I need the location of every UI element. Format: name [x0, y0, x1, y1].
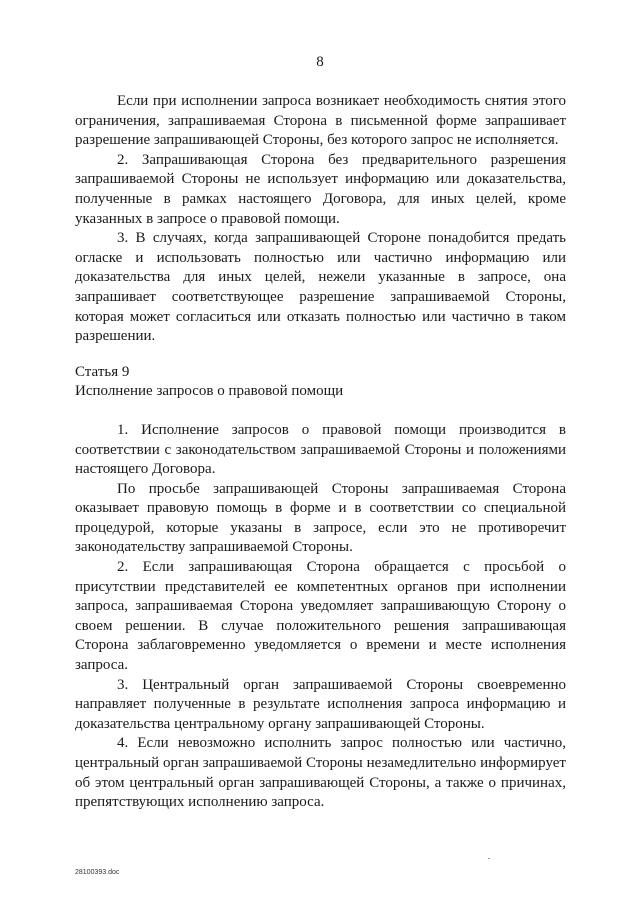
paragraph: 3. В случаях, когда запрашивающей Стороне понадобится предать огласке и использовать полностью или частично информацию или доказательства для иных целей, нежели указанные в запросе, она запрашивает соответствующее разрешение запрашиваемой Стороны, которая может согласиться или отказать полностью или частично в таком разрешении. — [75, 230, 566, 345]
footer-filename: 28100393.doc — [75, 869, 120, 876]
paragraph: 3. Центральный орган запрашиваемой Стороны своевременно направляет полученные в результате исполнения запроса информацию и доказательства центральному органу запрашивающей Стороны. — [75, 676, 566, 732]
page-number: 8 — [316, 54, 324, 70]
scan-mark — [488, 858, 490, 859]
article-number: Статья 9 — [75, 363, 130, 380]
document-body — [75, 92, 566, 813]
paragraph: Если при исполнении запроса возникает необходимость снятия этого ограничения, запрашиваемая Сторона в письменной форме запрашивает разрешение запрашивающей Стороны, без которого запрос не исполняется. — [75, 93, 566, 149]
paragraph: 1. Исполнение запросов о правовой помощи производится в соответствии с законодательством запрашиваемой Стороны и положениями настоящего Договора. — [75, 421, 566, 478]
paragraph: По просьбе запрашивающей Стороны запрашиваемая Сторона оказывает правовую помощь в форме и в соответствии со специальной процедурой, которые указаны в запросе, если это не противоречит законодательству запрашиваемой Стороны. — [75, 480, 566, 556]
paragraph: 2. Запрашивающая Сторона без предварительного разрешения запрашиваемой Стороны не использует информацию или доказательства, полученные в рамках настоящего Договора, для иных целей, кроме указанных в запросе о правовой помощи. — [75, 151, 566, 227]
article-title: Исполнение запросов о правовой помощи — [75, 383, 344, 400]
paragraph: 2. Если запрашивающая Сторона обращается с просьбой о присутствии представителей ее компетентных органов при исполнении запроса, запрашиваемая Сторона уведомляет запрашивающую Сторону о своем решении. В случае положительного решения запрашивающая Сторона заблаговременно уведомляется о времени и месте исполнения запроса. — [75, 559, 566, 674]
paragraph: 4. Если невозможно исполнить запрос полностью или частично, центральный орган запрашиваемой Стороны незамедлительно информирует об этом центральный орган запрашивающей Стороны, а также о причинах, препятствующих исполнению запроса. — [75, 735, 566, 811]
